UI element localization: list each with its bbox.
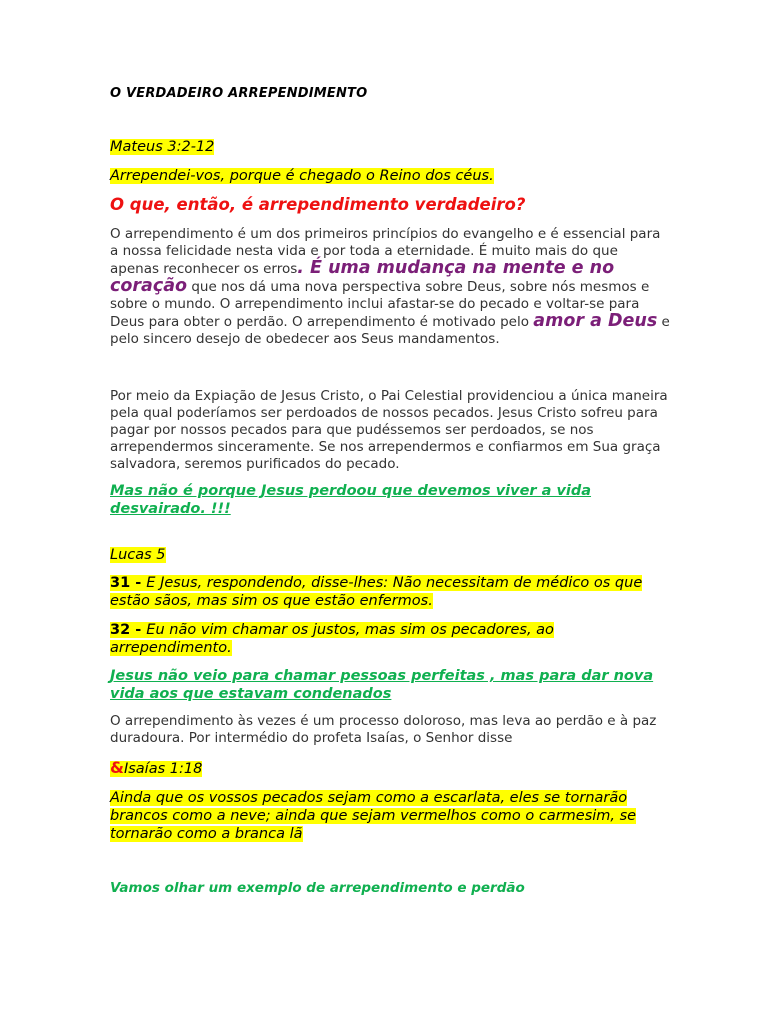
section-question: O que, então, é arrependimento verdadeiro? [110,195,526,214]
paragraph-text: que nos dá uma nova perspectiva sobre Deus, sobre nós mesmos e sobre o mundo. O arrependimento inclui afastar-se do pecado e voltar-se para Deus para obter o perdão. O arrependimento é motivado pelo [110,279,650,330]
emphasis-mudanca: . É uma mudança na mente e no coração [110,258,615,296]
green-statement-3: Vamos olhar um exemplo de arrependimento e perdão [110,880,525,896]
highlighted-text: Ainda que os vossos pecados sejam como a escarlata, eles se tornarão brancos como a neve; ainda que sejam vermelhos como o carmesim, se tornarão como a branca lã [110,790,637,842]
highlighted-text: Mateus 3:2-12 [110,139,215,155]
highlighted-text [110,758,203,777]
paragraph-processo: O arrependimento às vezes é um processo doloroso, mas leva ao perdão e à paz duradoura. Por intermédio do profeta Isaías, o Senhor disse [110,713,657,746]
scripture-verse-isaias [110,789,670,843]
paragraph-text: O arrependimento é um dos primeiros princípios do evangelho e é essencial para a nossa felicidade nesta vida e por toda a eternidade. É muito mais do que apenas reconhecer os erros [110,226,661,277]
document-title: O VERDADEIRO ARREPENDIMENTO [110,86,368,101]
paragraph-text: e pelo sincero desejo de obedecer aos Seus mandamentos. [110,314,670,347]
verse-text: E Jesus, respondendo, disse-lhes: Não necessitam de médico os que estão sãos, mas sim os que estão enfermos. [110,575,643,609]
scripture-reference-lucas [110,546,670,564]
scripture-verse-mateus [110,167,670,185]
verse-number: 32 - [110,622,147,638]
highlighted-text [110,622,554,656]
green-statement-2: Jesus não veio para chamar pessoas perfeitas , mas para dar nova vida aos que estavam condenados [110,668,654,702]
paragraph-expiacao: Por meio da Expiação de Jesus Cristo, o Pai Celestial providenciou a única maneira pela qual poderíamos ser perdoados de nossos pecados. Jesus Cristo sofreu para pagar por nossos pecados para que pudéssemos ser perdoados, se nos arrependermos sinceramente. Se nos arrependermos e confiarmos em Sua graça salvadora, seremos purificados do pecado. [110,388,668,472]
green-statement-1: Mas não é porque Jesus perdoou que devemos viver a vida desvairado. !!! [110,483,592,517]
verse-number: 31 - [110,575,147,591]
scripture-reference-mateus [110,138,670,156]
highlighted-text [110,575,642,609]
ampersand-mark: & [110,758,124,777]
reference-text: Isaías 1:18 [123,761,203,777]
scripture-reference-isaias [110,759,670,778]
scripture-verse-32 [110,621,670,657]
paragraph-arrependimento [110,226,670,348]
highlighted-text: Lucas 5 [110,547,166,563]
verse-text: Eu não vim chamar os justos, mas sim os pecadores, ao arrependimento. [110,622,554,656]
highlighted-text: Arrependei-vos, porque é chegado o Reino dos céus. [110,168,494,184]
scripture-verse-31 [110,574,670,610]
emphasis-amor-a-deus: amor a Deus [533,311,658,331]
